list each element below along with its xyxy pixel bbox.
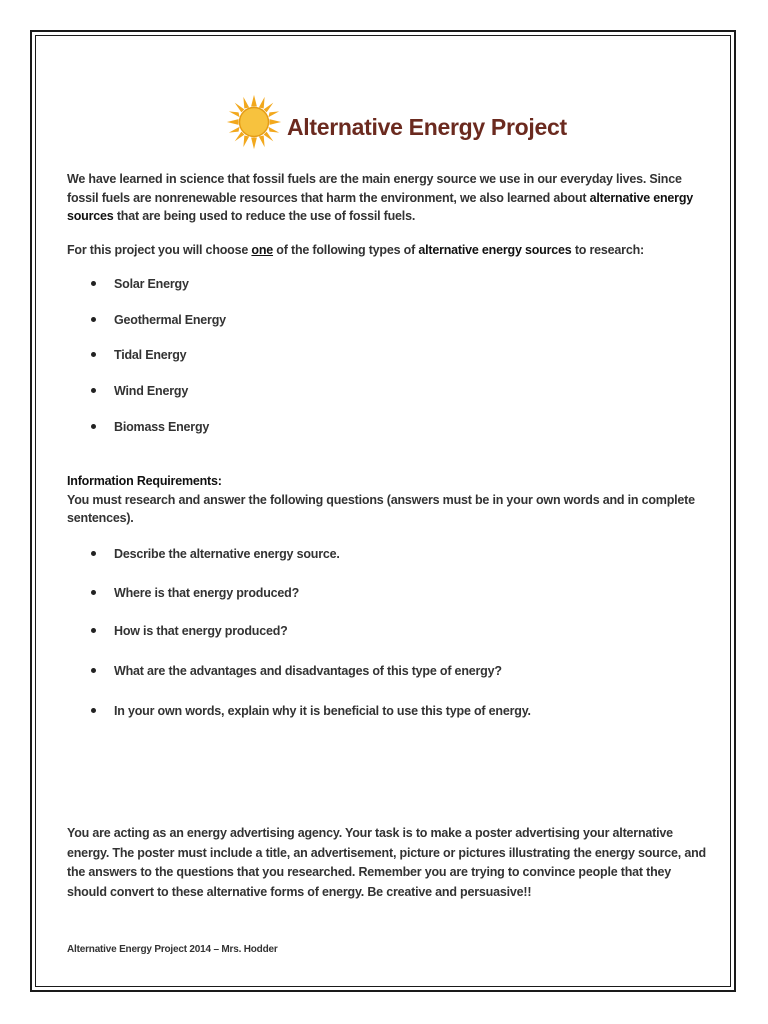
bullet-icon — [91, 352, 96, 357]
choose-paragraph — [67, 241, 707, 260]
bullet-icon — [91, 388, 96, 393]
requirements-text: You must research and answer the following questions (answers must be in your own words and in complete sentences). — [67, 492, 695, 525]
intro-text: We have learned in science that fossil fuels are the main energy source we use in our everyday lives. Since fossil fuels are nonrenewable resources that harm the environment, we also learned about — [67, 172, 682, 205]
intro-emphasis: alternative energy sources — [67, 190, 694, 223]
requirements-heading: Information Requirements: — [67, 474, 222, 488]
list-item-label: In your own words, explain why it is beneficial to use this type of energy. — [114, 704, 531, 718]
bullet-icon — [91, 317, 96, 322]
intro-text-end: that are being used to reduce the use of fossil fuels. — [113, 209, 416, 223]
choose-text-end: to research: — [571, 243, 644, 257]
list-item-label: Biomass Energy — [114, 420, 210, 434]
list-item-label: Wind Energy — [114, 384, 189, 398]
bullet-icon — [91, 708, 96, 713]
bullet-icon — [91, 424, 96, 429]
list-item — [67, 624, 288, 638]
choose-underline: one — [251, 243, 274, 257]
list-item-label: Tidal Energy — [114, 348, 187, 362]
bullet-icon — [91, 551, 96, 556]
page-title: Alternative Energy Project — [287, 113, 567, 140]
list-item — [67, 277, 189, 291]
list-item-label: Where is that energy produced? — [114, 586, 300, 600]
requirements-section — [67, 472, 707, 528]
intro-paragraph — [67, 170, 707, 226]
list-item-label: Solar Energy — [114, 277, 189, 291]
list-item — [67, 664, 502, 678]
list-item — [67, 547, 340, 561]
bullet-icon — [91, 628, 96, 633]
footer: Alternative Energy Project 2014 – Mrs. Hodder — [67, 944, 278, 955]
list-item — [67, 384, 188, 398]
bullet-icon — [91, 590, 96, 595]
title-row — [225, 92, 567, 152]
choose-text: For this project you will choose — [67, 243, 252, 257]
sun-icon — [225, 93, 283, 151]
list-item — [67, 420, 209, 434]
list-item — [67, 313, 226, 327]
list-item-label: What are the advantages and disadvantages of this type of energy? — [114, 664, 502, 678]
choose-text-mid: of the following types of — [273, 243, 419, 257]
bullet-icon — [91, 281, 96, 286]
list-item — [67, 348, 186, 362]
list-item-label: How is that energy produced? — [114, 624, 288, 638]
list-item — [67, 704, 531, 718]
task-paragraph: You are acting as an energy advertising agency. Your task is to make a poster advertising your alternative energy. The poster must include a title, an advertisement, picture or pictures illustrating the energy source, and the answers to the questions that you researched. Remember you are trying to convince people that they should convert to these alternative forms of energy. Be creative and persuasive!! — [67, 826, 706, 899]
list-item-label: Geothermal Energy — [114, 313, 226, 327]
list-item-label: Describe the alternative energy source. — [114, 547, 340, 561]
list-item — [67, 586, 299, 600]
bullet-icon — [91, 668, 96, 673]
choose-emphasis: alternative energy sources — [418, 243, 572, 257]
